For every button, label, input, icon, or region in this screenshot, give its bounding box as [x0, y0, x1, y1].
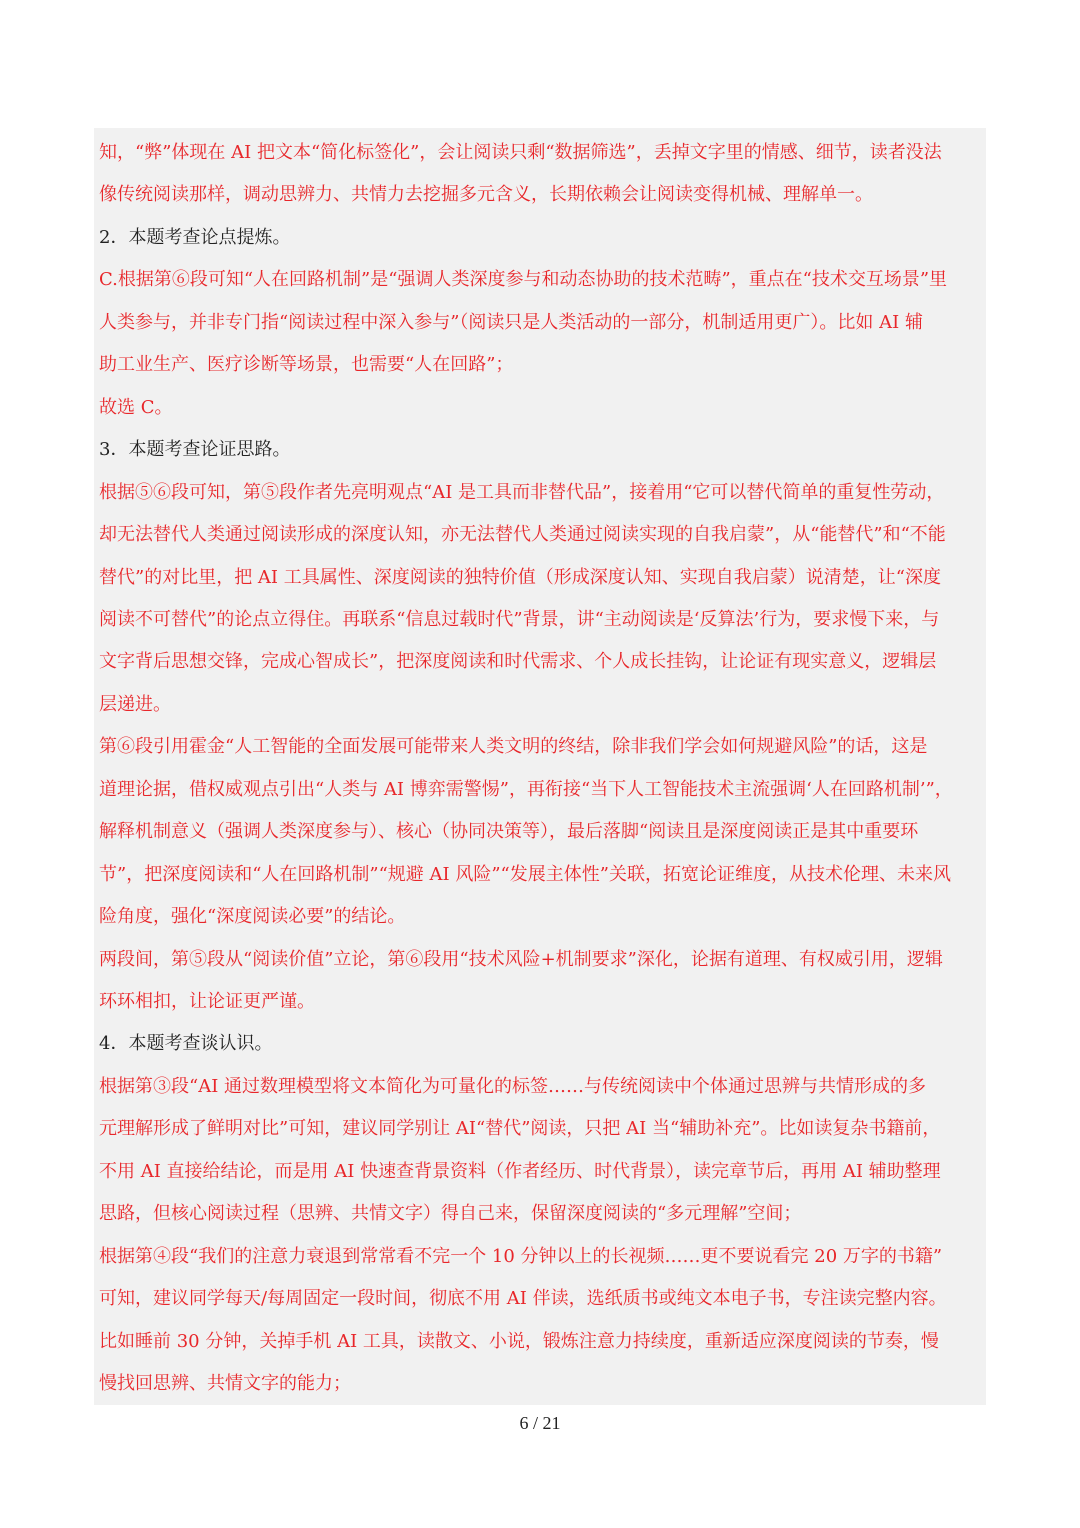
text-line: 却无法替代人类通过阅读形成的深度认知，亦无法替代人类通过阅读实现的自我启蒙”，从“能替代”和“不能: [99, 524, 946, 545]
text-line: 第⑥段引用霍金“人工智能的全面发展可能带来人类文明的终结，除非我们学会如何规避风险”的话，这是: [99, 736, 928, 757]
text-line: C.根据第⑥段可知“人在回路机制”是“强调人类深度参与和动态协助的技术范畴”，重点在“技术交互场景”里: [99, 269, 948, 290]
text-line: 助工业生产、医疗诊断等场景，也需要“人在回路”；: [99, 354, 514, 375]
text-line: 道理论据，借权威观点引出“人类与 AI 博弈需警惕”，再衔接“当下人工智能技术主流强调‘人在回路机制’”，: [99, 779, 953, 800]
text-line: 慢找回思辨、共情文字的能力；: [99, 1373, 351, 1394]
text-line: 层递进。: [99, 694, 171, 715]
text-line: 阅读不可替代”的论点立得住。再联系“信息过载时代”背景，讲“主动阅读是‘反算法’行为，要求慢下来，与: [99, 609, 940, 630]
text-line: 人类参与，并非专门指“阅读过程中深入参与”（阅读只是人类活动的一部分，机制适用更广）。比如 AI 辅: [99, 312, 923, 333]
text-line: 故选 C。: [99, 397, 173, 418]
text-line: 比如睡前 30 分钟，关掉手机 AI 工具，读散文、小说，锻炼注意力持续度，重新适应深度阅读的节奏，慢: [99, 1331, 939, 1352]
text-line: 2．本题考查论点提炼。: [99, 227, 291, 248]
text-line: 替代”的对比里，把 AI 工具属性、深度阅读的独特价值（形成深度认知、实现自我启蒙）说清楚，让“深度: [99, 567, 941, 588]
text-line: 元理解形成了鲜明对比”可知，建议同学别让 AI“替代”阅读，只把 AI 当“辅助补充”。比如读复杂书籍前，: [99, 1118, 941, 1139]
text-line: 知，“弊”体现在 AI 把文本“简化标签化”，会让阅读只剩“数据筛选”，丢掉文字里的情感、细节，读者没法: [99, 142, 942, 163]
text-line: 节”，把深度阅读和“人在回路机制”“规避 AI 风险”“发展主体性”关联，拓宽论证维度，从技术伦理、未来风: [99, 864, 951, 885]
text-line: 根据第③段“AI 通过数理模型将文本简化为可量化的标签……与传统阅读中个体通过思辨与共情形成的多: [99, 1076, 927, 1097]
text-line: 根据第④段“我们的注意力衰退到常常看不完一个 10 分钟以上的长视频……更不要说看完 20 万字的书籍”: [99, 1246, 943, 1267]
text-line: 可知，建议同学每天/每周固定一段时间，彻底不用 AI 伴读，选纸质书或纯文本电子书，专注读完整内容。: [99, 1288, 947, 1309]
text-line: 险角度，强化“深度阅读必要”的结论。: [99, 906, 406, 927]
text-line: 根据⑤⑥段可知，第⑤段作者先亮明观点“AI 是工具而非替代品”，接着用“它可以替代简单的重复性劳动，: [99, 482, 945, 503]
text-line: 思路，但核心阅读过程（思辨、共情文字）得自己来，保留深度阅读的“多元理解”空间；: [99, 1203, 802, 1224]
text-line: 解释机制意义（强调人类深度参与）、核心（协同决策等），最后落脚“阅读且是深度阅读正是其中重要环: [99, 821, 919, 842]
text-line: 像传统阅读那样，调动思辨力、共情力去挖掘多元含义，长期依赖会让阅读变得机械、理解单一。: [99, 184, 873, 205]
text-line: 4．本题考查谈认识。: [99, 1033, 273, 1054]
page-number: 6 / 21: [519, 1413, 561, 1433]
text-line: 环环相扣，让论证更严谨。: [99, 991, 315, 1012]
text-line: 3．本题考查论证思路。: [99, 439, 291, 460]
text-line: 两段间，第⑤段从“阅读价值”立论，第⑥段用“技术风险+机制要求”深化，论据有道理、有权威引用，逻辑: [99, 949, 943, 970]
text-line: 文字背后思想交锋，完成心智成长”，把深度阅读和时代需求、个人成长挂钩，让论证有现实意义，逻辑层: [99, 651, 937, 672]
text-line: 不用 AI 直接给结论，而是用 AI 快速查背景资料（作者经历、时代背景），读完章节后，再用 AI 辅助整理: [99, 1161, 941, 1182]
